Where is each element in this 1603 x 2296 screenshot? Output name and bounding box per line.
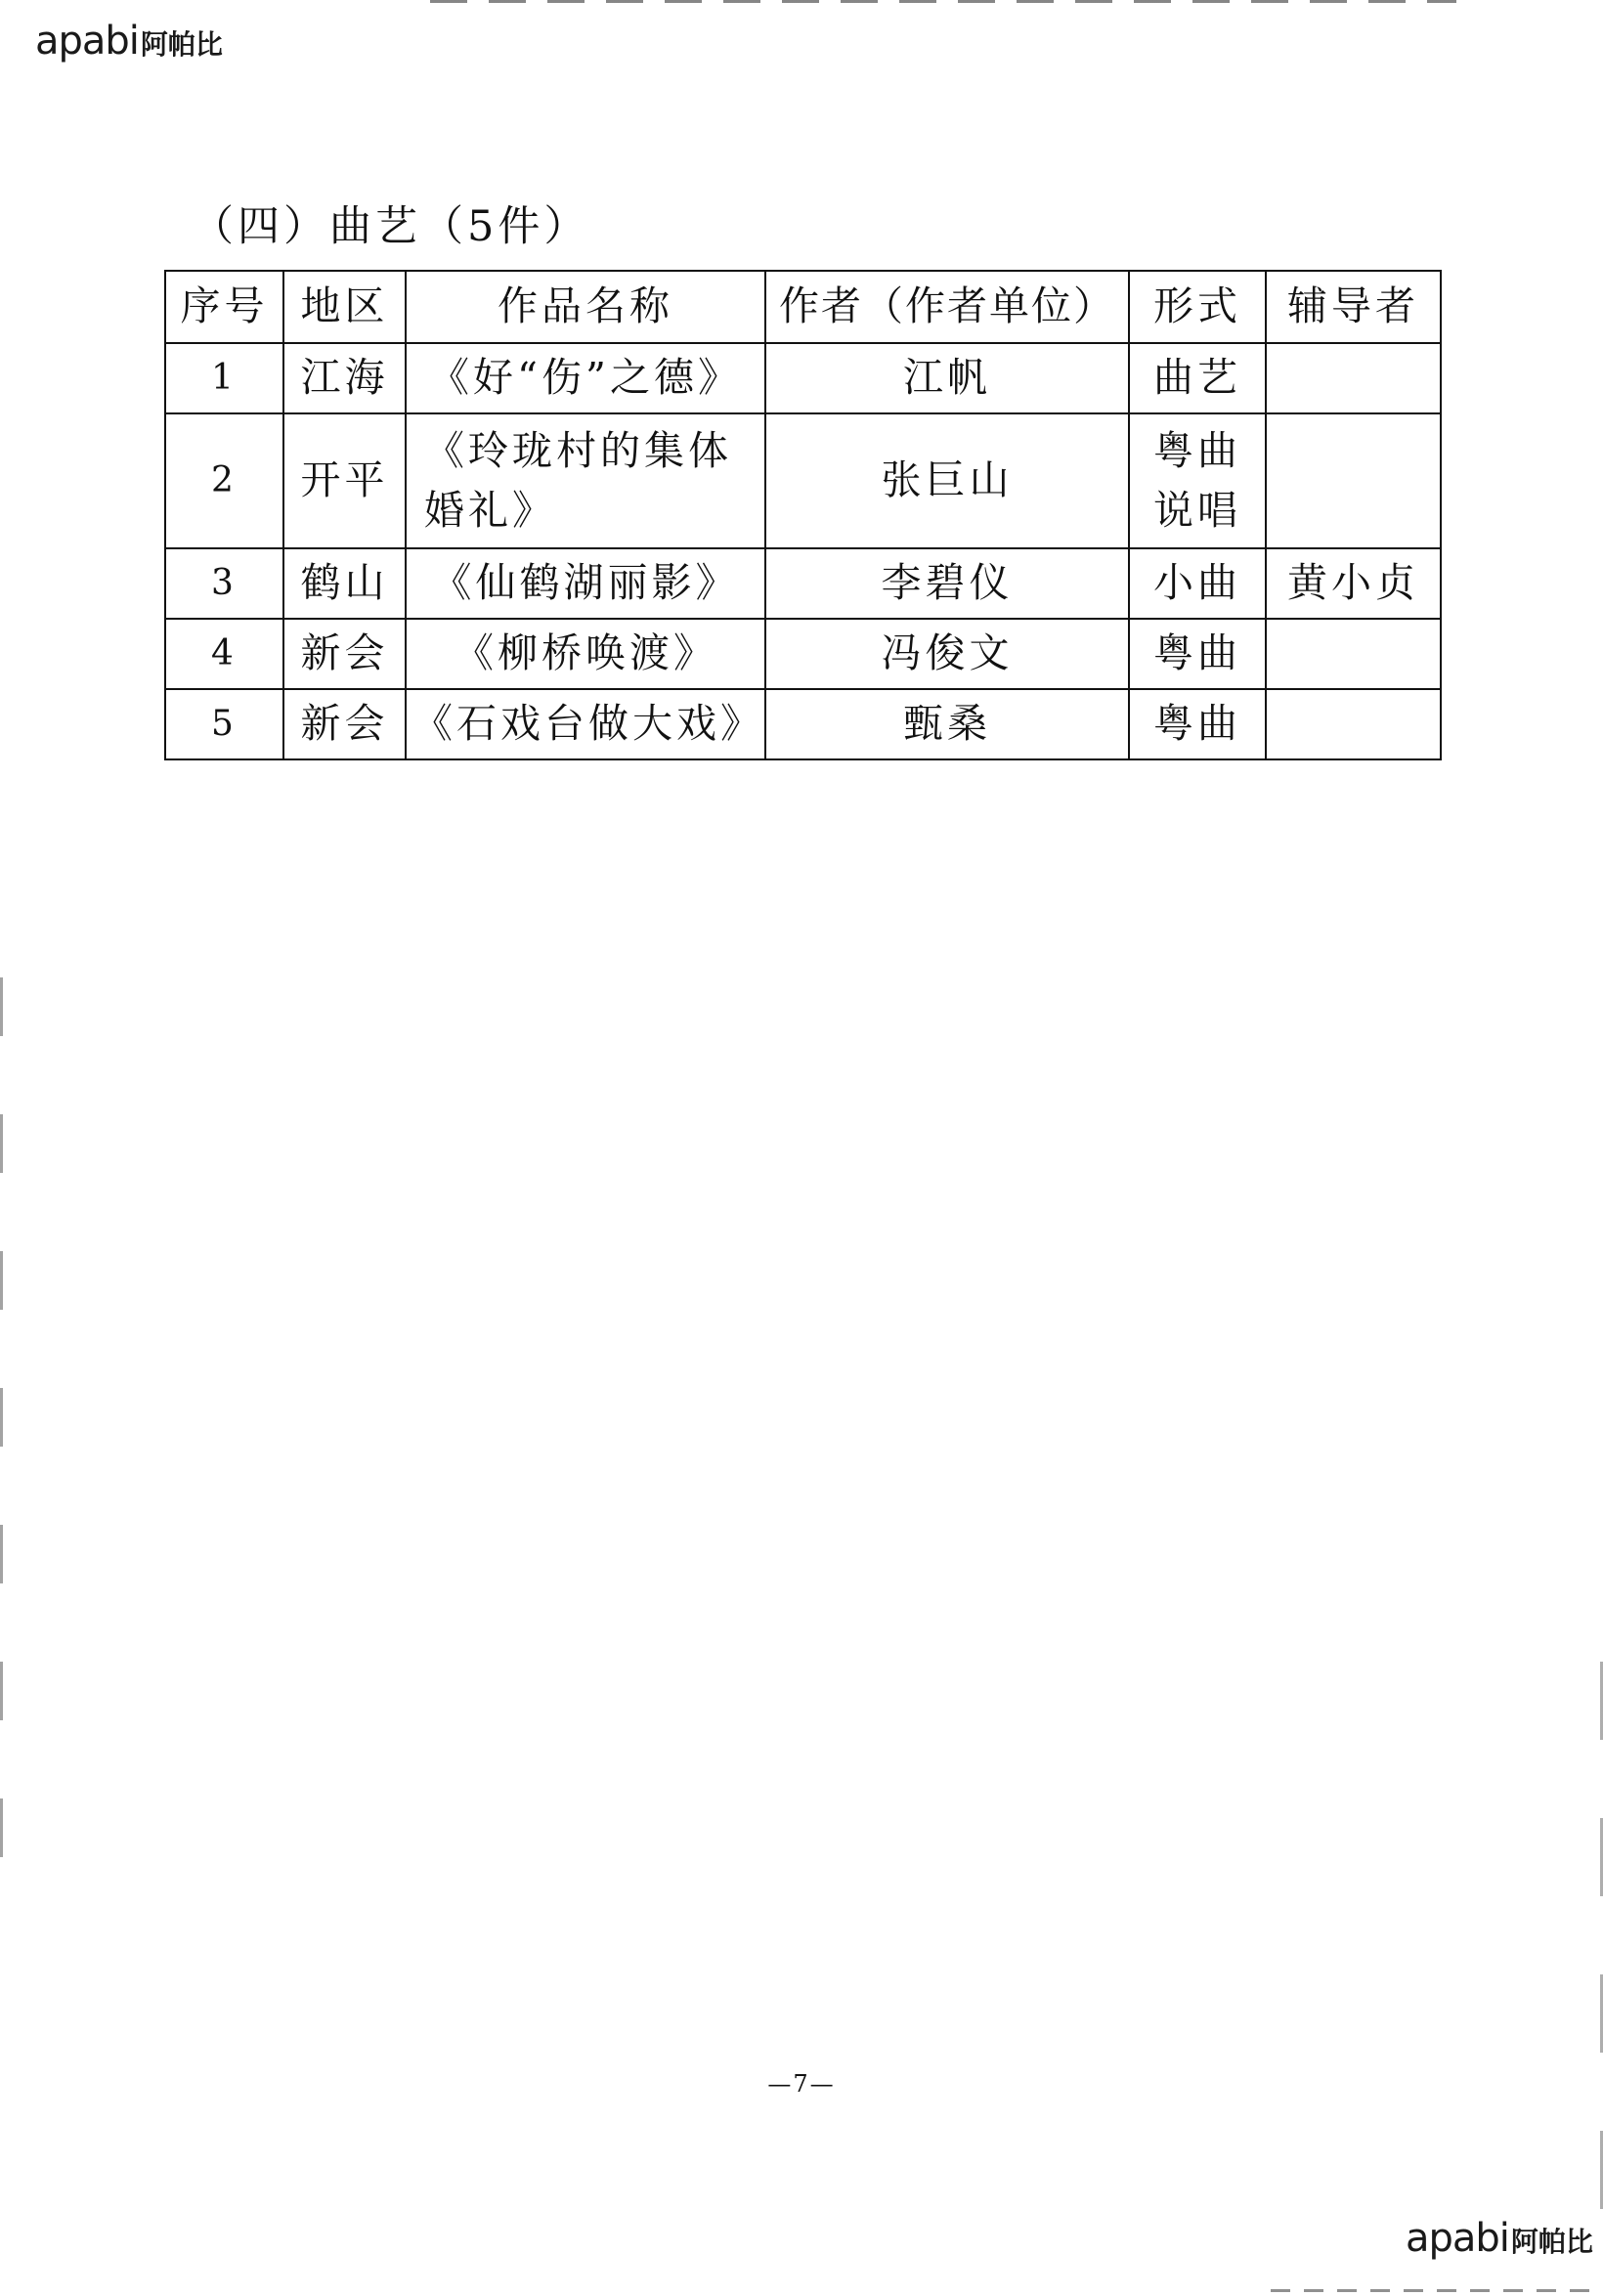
cell-seq: 3 [165,548,283,619]
cell-author: 张巨山 [765,413,1129,548]
cell-mentor [1266,689,1441,759]
table-row [165,548,1441,619]
logo-latin-text: apabi [1406,2216,1509,2261]
apabi-logo-top [35,19,223,64]
table-row [165,689,1441,759]
header-mentor: 辅导者 [1266,271,1441,343]
cell-mentor [1266,619,1441,689]
cell-region: 江海 [283,343,406,413]
cell-mentor [1266,343,1441,413]
cell-title: 《石戏台做大戏》 [406,689,765,759]
page-number: —7— [767,2070,836,2098]
table-header-row [165,271,1441,343]
cell-seq: 2 [165,413,283,548]
cell-title: 《玲珑村的集体婚礼》 [406,413,765,548]
cell-form: 粤曲说唱 [1129,413,1266,548]
cell-author: 甄桑 [765,689,1129,759]
cell-mentor [1266,413,1441,548]
header-title: 作品名称 [406,271,765,343]
scan-artifact-top [430,0,1456,3]
cell-region: 新会 [283,689,406,759]
cell-form: 曲艺 [1129,343,1266,413]
cell-form: 粤曲 [1129,689,1266,759]
cell-title: 《仙鹤湖丽影》 [406,548,765,619]
cell-region: 开平 [283,413,406,548]
cell-mentor: 黄小贞 [1266,548,1441,619]
table-row [165,619,1441,689]
cell-form: 小曲 [1129,548,1266,619]
cell-author: 冯俊文 [765,619,1129,689]
cell-title: 《柳桥唤渡》 [406,619,765,689]
logo-cjk-text: 阿帕比 [1510,2226,1593,2258]
cell-region: 鹤山 [283,548,406,619]
header-seq: 序号 [165,271,283,343]
scan-artifact-left [0,977,3,1857]
header-region: 地区 [283,271,406,343]
scan-artifact-bottom [1271,2289,1593,2292]
cell-seq: 4 [165,619,283,689]
works-table [164,270,1442,760]
cell-seq: 1 [165,343,283,413]
logo-cjk-text: 阿帕比 [140,28,223,61]
cell-seq: 5 [165,689,283,759]
cell-author: 李碧仪 [765,548,1129,619]
header-author: 作者（作者单位） [765,271,1129,343]
cell-author: 江帆 [765,343,1129,413]
table-row [165,413,1441,548]
cell-title: 《好“伤”之德》 [406,343,765,413]
header-form: 形式 [1129,271,1266,343]
apabi-logo-bottom [1406,2216,1593,2261]
cell-form: 粤曲 [1129,619,1266,689]
section-title: （四）曲艺（5件） [192,202,590,251]
cell-region: 新会 [283,619,406,689]
logo-latin-text: apabi [35,19,139,64]
table-row [165,343,1441,413]
